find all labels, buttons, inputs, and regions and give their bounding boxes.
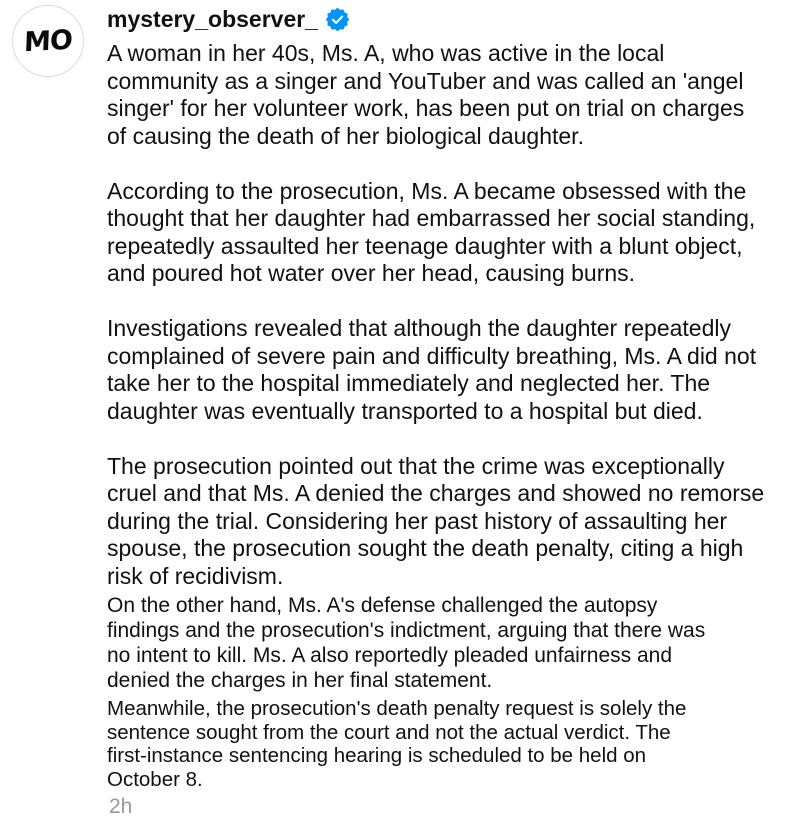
post-text-line: risk of recidivism. [107, 562, 284, 589]
post-text-line: first-instance sentencing hearing is scheduled to be held on [107, 744, 647, 768]
post-text-line: On the other hand, Ms. A's defense challenged the autopsy [107, 593, 658, 617]
post-paragraph [107, 593, 797, 693]
post-paragraph [107, 453, 797, 591]
post-text-line: cruel and that Ms. A denied the charges and showed no remorse [107, 480, 765, 506]
verified-badge-icon [326, 8, 349, 31]
post-text-line: A woman in her 40s, Ms. A, who was active in the local [107, 40, 665, 66]
post-text-line: and poured hot water over her head, causing burns. [107, 260, 636, 286]
post-text-line: denied the charges in her final statement. [107, 668, 493, 692]
post-text-line: According to the prosecution, Ms. A became obsessed with the [107, 177, 747, 204]
post-text-line: community as a singer and YouTuber and was called an 'angel [107, 67, 744, 94]
post-text-line: thought that her daughter had embarrassed her social standing, [107, 205, 756, 231]
post-text-line: spouse, the prosecution sought the death penalty, citing a high [107, 535, 744, 561]
post-text-line: The prosecution pointed out that the crime was exceptionally [107, 452, 725, 479]
post-paragraph [107, 315, 797, 425]
post-text-line: sentence sought from the court and not the actual verdict. The [107, 720, 671, 744]
post-text-line: singer' for her volunteer work, has been put on trial on charges [107, 95, 745, 121]
post-text-line: daughter was eventually transported to a hospital but died. [107, 397, 703, 424]
username-link[interactable]: mystery_observer_ [107, 6, 318, 32]
post-body [107, 40, 797, 819]
post-text-line: during the trial. Considering her past history of assaulting her [107, 507, 728, 534]
post-text-line: complained of severe pain and difficulty breathing, Ms. A did not [107, 342, 757, 369]
post-header [107, 4, 349, 34]
post-timestamp[interactable]: 2h [109, 794, 133, 818]
post-text-line: of causing the death of her biological daughter. [107, 122, 584, 149]
post-text-line: take her to the hospital immediately and neglected her. The [107, 370, 711, 396]
post-text-line: findings and the prosecution's indictment, arguing that there was [107, 618, 706, 642]
post-paragraph [107, 697, 797, 792]
post-paragraph [107, 178, 797, 288]
post-paragraph [107, 40, 797, 150]
post-text-line: Investigations revealed that although the daughter repeatedly [107, 315, 731, 341]
post-text-line: October 8. [107, 768, 203, 792]
avatar[interactable] [12, 5, 84, 77]
post-text-line: repeatedly assaulted her teenage daughter with a blunt object, [107, 232, 743, 259]
post-text-line: no intent to kill. Ms. A also reportedly pleaded unfairness and [107, 643, 673, 667]
post-text-line: Meanwhile, the prosecution's death penalty request is solely the [107, 697, 687, 720]
avatar-initials: MO [23, 24, 73, 58]
